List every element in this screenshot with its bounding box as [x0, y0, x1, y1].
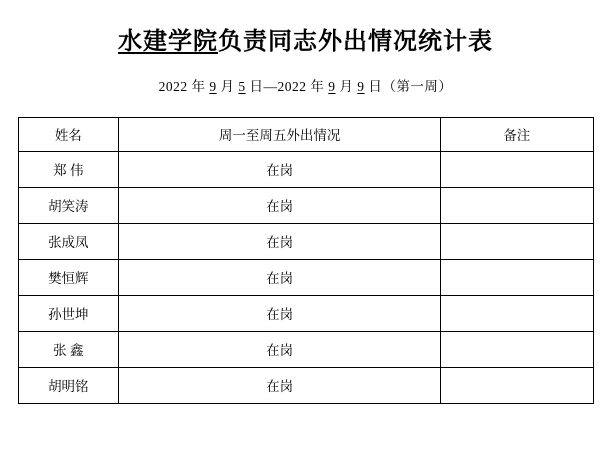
table-row — [18, 151, 593, 187]
cell-name: 樊恒辉 — [18, 259, 119, 295]
header-cell-remark: 备注 — [441, 117, 593, 151]
cell-name: 张 鑫 — [18, 331, 119, 367]
cell-status: 在岗 — [119, 187, 441, 223]
cell-status: 在岗 — [119, 295, 441, 331]
cell-status: 在岗 — [119, 259, 441, 295]
table-row — [18, 259, 593, 295]
table-header-row — [18, 117, 593, 151]
header-cell-status: 周一至周五外出情况 — [119, 117, 441, 151]
subtitle-month-end: 9 — [328, 78, 336, 94]
subtitle-prefix: 2022 年 — [158, 78, 206, 94]
subtitle-mid-1: 月 — [220, 78, 235, 94]
cell-status: 在岗 — [119, 223, 441, 259]
attendance-table — [18, 117, 594, 404]
page-title-org: 水建学院 — [118, 29, 218, 55]
cell-status: 在岗 — [119, 367, 441, 403]
subtitle-suffix: 日（第一周） — [368, 78, 453, 94]
cell-remark — [441, 187, 593, 223]
page-title-rest: 负责同志外出情况统计表 — [218, 29, 493, 55]
cell-remark — [441, 331, 593, 367]
cell-name: 郑 伟 — [18, 151, 119, 187]
cell-remark — [441, 367, 593, 403]
cell-name: 胡明铭 — [18, 367, 119, 403]
cell-remark — [441, 295, 593, 331]
attendance-table-container — [18, 117, 594, 404]
subtitle-mid-3: 月 — [339, 78, 354, 94]
table-row — [18, 331, 593, 367]
cell-name: 胡笑涛 — [18, 187, 119, 223]
table-row — [18, 295, 593, 331]
cell-remark — [441, 259, 593, 295]
subtitle-day-end: 9 — [357, 78, 365, 94]
subtitle-month-start: 9 — [209, 78, 217, 94]
subtitle-mid-2: 日—2022 年 — [249, 78, 325, 94]
cell-name: 孙世坤 — [18, 295, 119, 331]
cell-status: 在岗 — [119, 151, 441, 187]
table-row — [18, 187, 593, 223]
date-range-subtitle — [0, 57, 611, 95]
cell-remark — [441, 223, 593, 259]
cell-name: 张成凤 — [18, 223, 119, 259]
cell-remark — [441, 151, 593, 187]
table-row — [18, 223, 593, 259]
cell-status: 在岗 — [119, 331, 441, 367]
subtitle-day-start: 5 — [238, 78, 246, 94]
page-title — [0, 0, 611, 57]
table-row — [18, 367, 593, 403]
header-cell-name: 姓名 — [18, 117, 119, 151]
